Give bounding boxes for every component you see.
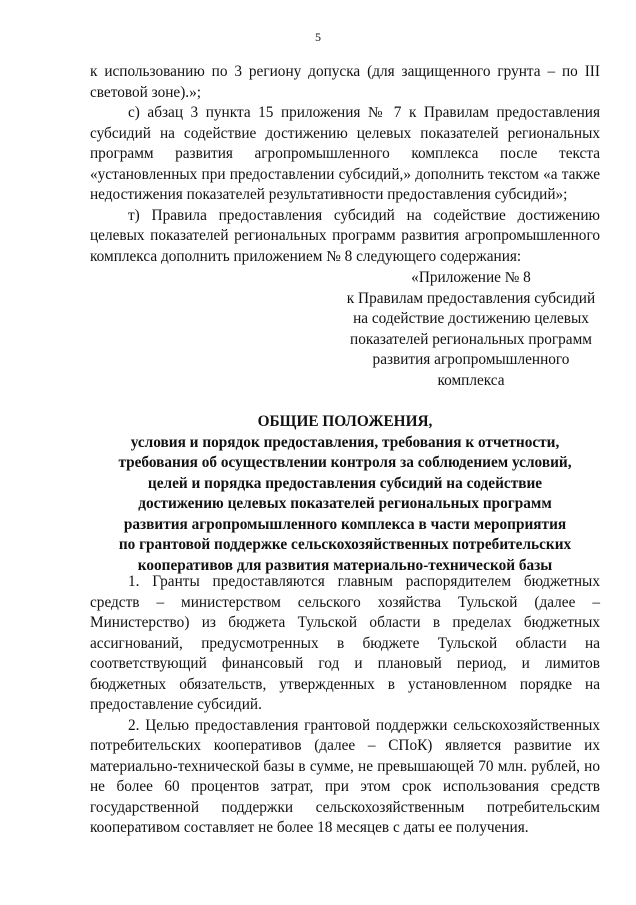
heading-line: развития агропромышленного комплекса в части мероприятия — [123, 515, 567, 533]
heading-line: условия и порядок предоставления, требования к отчетности, — [130, 433, 560, 451]
appendix-line: развития агропромышленного — [372, 351, 570, 368]
page-number: 5 — [315, 30, 321, 44]
heading-line: достижению целевых показателей региональных программ — [138, 495, 552, 512]
appendix-reference — [340, 268, 602, 391]
heading-line: целей и порядка предоставления субсидий на содействие — [147, 474, 543, 492]
top-text-block — [90, 62, 600, 267]
appendix-line: к Правилам предоставления субсидий — [346, 289, 596, 307]
appendix-line: на содействие достижению целевых — [353, 310, 589, 327]
heading-line: требования об осуществлении контроля за соблюдением условий, — [118, 454, 572, 471]
heading-line: ОБЩИЕ ПОЛОЖЕНИЯ, — [257, 413, 433, 430]
paragraph-item-1: 1. Гранты предоставляются главным распорядителем бюджетных средств – министерством сельского хозяйства Тульской (далее – Министерство) из бюджета Тульской области в пределах бюджетных ассигнований, предусмотренных в бюджете Тульской области на соответствующий финансовый год и плановый период, и лимитов бюджетных обязательств, утвержденных в установленном порядке на предоставление субсидий. — [90, 573, 600, 713]
appendix-line: показателей региональных программ — [350, 330, 592, 348]
appendix-line: комплекса — [437, 371, 505, 389]
paragraph-amendment-c: с) абзац 3 пункта 15 приложения № 7 к Правилам предоставления субсидий на содействие достижению целевых показателей региональных программ развития агропромышленного комплекса после текста «установленных при предоставлении субсидий,» дополнить текстом «а также недостижения показателей результативности предоставления субсидий»; — [90, 104, 600, 203]
paragraph-amendment-t: т) Правила предоставления субсидий на содействие достижению целевых показателей региональных программ развития агропромышленного комплекса дополнить приложением № 8 следующего содержания: — [90, 206, 600, 265]
section-heading — [90, 412, 600, 576]
heading-line: кооперативов для развития материально-технической базы — [137, 556, 553, 574]
bottom-text-block — [90, 572, 600, 839]
paragraph-continuation: к использованию по 3 региону допуска (для защищенного грунта – по III световой зоне).»; — [90, 63, 600, 101]
paragraph-item-2: 2. Целью предоставления грантовой поддержки сельскохозяйственных потребительских кооперативов (далее – СПоК) является развитие их материально-технической базы в сумме, не превышающей 70 млн. рублей, но не более 60 процентов затрат, при этом срок использования средств государственной поддержки сельскохозяйственным потребительским кооперативом составляет не более 18 месяцев с даты ее получения. — [90, 716, 600, 836]
heading-line: по грантовой поддержке сельскохозяйственных потребительских — [118, 536, 572, 553]
appendix-line: «Приложение № 8 — [411, 269, 531, 286]
